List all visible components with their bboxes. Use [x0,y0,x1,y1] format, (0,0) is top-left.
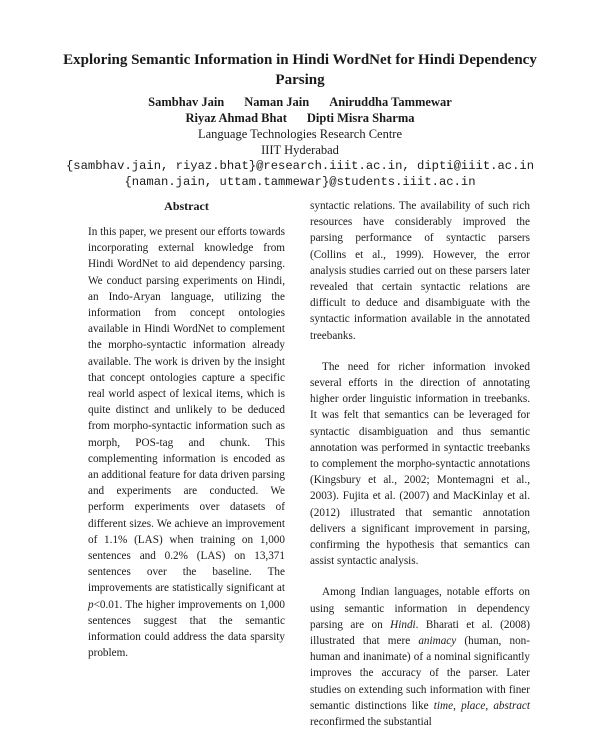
author-block [40,94,560,190]
paragraph-1: syntactic relations. The availability of such rich resources have considerably improved the parsing performance of syntactic parsers (Collins et al., 1999). However, the error analysis studies carried out on these parsers later revealed that certain syntactic relations are difficult to deduce and disambiguate with the syntactic information available in the annotated treebanks. [310,200,530,342]
term-abstract: abstract [493,699,530,712]
author-name: Riyaz Ahmad Bhat [185,111,287,125]
separator: , [453,699,462,712]
author-name: Dipti Misra Sharma [306,111,415,125]
separator: , [485,699,494,712]
email-line-1: {sambhav.jain, riyaz.bhat}@research.iiit.ac.in, dipti@iiit.ac.in [65,159,535,173]
paragraph-3 [310,584,530,730]
term-place: place [461,699,486,712]
abstract-text-main: In this paper, we present our efforts towards incorporating external knowledge from Hindi WordNet to aid dependency parsing. We conduct parsing experiments on Hindi, an Indo-Aryan language, utilizing the information from concept ontologies available in Hindi WordNet to complement the morpho-syntactic information already available. The work is driven by the insight that concept ontologies capture a specific real world aspect of lexical items, which is quite distinct and unlikely to be deduced from morpho-syntactic information such as morph, POS-tag and chunk. This complementing information is encoded as an additional feature for data driven parsing and experiments are conducted. We perform experiments over datasets of different sizes. We achieve an improvement of 1.1% (LAS) when training on 1,000 sentences and 0.2% (LAS) on 13,371 sentences over the baseline. The improvements are statistically significant at [88,226,285,595]
paragraph-3-text: (human, non-human and inanimate) of a nominal significantly improves the accuracy of the parser. Later studies on extending such information with finer semantic distinctions like [310,635,531,712]
paragraph-3-text: reconfirmed the substantial [310,716,432,729]
institute: IIIT Hyderabad [261,143,339,157]
abstract-text [88,224,285,661]
abstract-heading: Abstract [164,199,209,213]
left-column [88,198,285,661]
author-name: Sambhav Jain [148,95,225,109]
affiliation: Language Technologies Research Centre [197,127,403,141]
term-animacy: animacy [418,635,457,648]
author-row-2 [40,110,560,126]
right-column [310,198,530,730]
p-value-symbol: p [88,598,94,611]
author-name: Naman Jain [244,95,310,109]
paragraph-2: The need for richer information invoked several efforts in the direction of annotating higher order linguistic information in treebanks. It was felt that semantics can be leveraged for syntactic disambiguation and thus semantic annotation was performed in syntactic treebanks to complement the morpho-syntactic annotations (Kingsbury et al., 2002; Montemagni et al., 2003). Fujita et al. (2007) and MacKinlay et al. (2012) illustrated that semantic annotation delivers a significant improvement in parsing, confirming the hypothesis that semantics can assist syntactic analysis. [310,360,530,568]
paragraph-3-text: Among Indian languages, notable efforts on using semantic information in dependency parsing are on [310,586,530,631]
abstract-text-end: <0.01. The higher improvements on 1,000 sentences suggest that the semantic information could address the data sparsity problem. [88,598,285,660]
paper-title: Exploring Semantic Information in Hindi WordNet for Hindi Dependency Parsing [63,52,537,88]
email-line-2: {naman.jain, uttam.tammewar}@students.iiit.ac.in [124,175,476,189]
author-row-1 [40,94,560,110]
paragraph-3-text: . Bharati et al. (2008) illustrated that mere [310,618,531,648]
paragraph-gap [310,344,530,359]
author-name: Aniruddha Tammewar [329,95,452,109]
term-time: time [433,699,454,712]
paragraph-gap [310,569,530,584]
term-hindi: Hindi [390,618,416,631]
